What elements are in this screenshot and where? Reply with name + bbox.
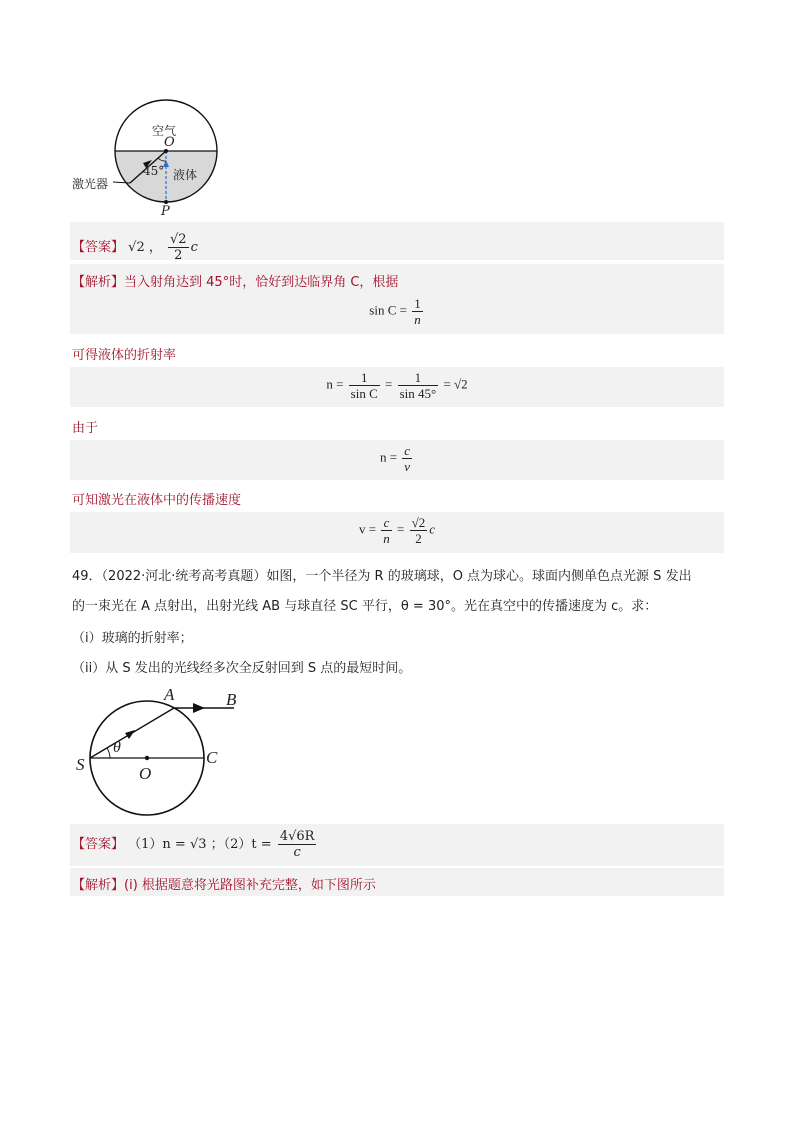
label-liquid: 液体 [173, 168, 198, 182]
f2-lhs: n = [326, 376, 344, 392]
label-B: B [226, 690, 237, 709]
analysis-tag-49: 【解析】 [72, 878, 125, 893]
f4-fraction-1 [381, 515, 392, 546]
label-O2: O [139, 764, 152, 783]
liquid-refraction-figure [70, 96, 230, 220]
analysis-line-49 [72, 874, 376, 893]
label-O: O [164, 135, 175, 150]
text-refractive-index: 可得液体的折射率 [72, 348, 177, 363]
label-theta: θ [113, 739, 121, 756]
f4-c: c [429, 521, 436, 537]
answer-b-fraction [168, 232, 189, 263]
formula-sinC [70, 296, 724, 327]
f1-num: 1 [414, 296, 421, 311]
label-S: S [76, 755, 85, 774]
f2-den2: sin 45° [399, 386, 437, 401]
answer-line-48 [72, 232, 198, 263]
answer-49-num: 4√6R [279, 829, 315, 844]
f4-eq: = [397, 521, 405, 537]
f2-num1: 1 [349, 370, 380, 386]
answer-b-num: √2 [170, 232, 187, 247]
label-angle: 45° [143, 164, 165, 178]
f2-eq: = [385, 376, 393, 392]
formula-n [70, 370, 724, 401]
label-C: C [206, 748, 218, 767]
answer-line-49 [72, 829, 318, 860]
ray-arrow-icon [125, 730, 135, 739]
f2-fraction-2 [398, 370, 439, 401]
formula-v [70, 515, 724, 546]
label-P: P [161, 204, 170, 219]
answer-49-fraction [278, 829, 317, 860]
f4-num2: √2 [411, 515, 426, 530]
answer-49-text: （1）n = √3 ；（2）t = [128, 837, 272, 852]
q49-line-1: 49．（2022·河北·统考高考真题）如图，一个半径为 R 的玻璃球，O 点为球心。球面内侧单色点光源 S 发出 [72, 569, 692, 584]
f2-rhs: = √2 [443, 376, 468, 392]
answer-b-den: 2 [174, 248, 183, 263]
text-speed: 可知激光在液体中的传播速度 [72, 493, 242, 508]
f3-lhs: n = [379, 449, 398, 465]
answer-sep: ， [148, 240, 162, 255]
answer-tag: 【答案】 [72, 240, 125, 255]
analysis-text: 当入射角达到 45°时，恰好到达临界角 C，根据 [124, 275, 399, 290]
f3-num: c [404, 443, 411, 458]
f4-lhs: v = [358, 521, 377, 537]
text-since: 由于 [72, 421, 99, 436]
f1-lhs: sin C = [369, 302, 407, 318]
q49-line-4: （ii）从 S 发出的光线经多次全反射回到 S 点的最短时间。 [72, 661, 412, 676]
f3-fraction [402, 443, 412, 474]
f4-den1: n [383, 531, 390, 546]
q49-line-3: （i）玻璃的折射率； [72, 631, 193, 646]
f4-num1: c [381, 515, 392, 531]
f1-den: n [414, 312, 421, 327]
f2-den1: sin C [350, 386, 378, 401]
answer-tag-49: 【答案】 [72, 837, 125, 852]
label-laser: 激光器 [72, 177, 109, 191]
f4-fraction-2 [410, 515, 428, 546]
f3-den: v [404, 459, 411, 474]
f4-den2: 2 [415, 531, 422, 546]
answer-a: √2 [128, 240, 145, 255]
formula-n-cv [70, 443, 724, 474]
analysis-tag: 【解析】 [72, 275, 125, 290]
ray-AB-arrow-icon [193, 703, 205, 713]
analysis-text-49: (i) 根据题意将光路图补充完整，如下图所示 [124, 878, 376, 893]
f2-num2: 1 [398, 370, 439, 386]
f2-fraction-1 [349, 370, 380, 401]
label-A: A [164, 685, 175, 704]
analysis-line-48 [72, 271, 398, 290]
answer-49-den: c [293, 845, 301, 860]
point-center-O [145, 756, 149, 760]
answer-b-c: c [190, 240, 198, 255]
theta-arc [107, 748, 110, 758]
f1-fraction [412, 296, 423, 327]
label-air: 空气 [152, 124, 177, 138]
q49-line-2: 的一束光在 A 点射出，出射光线 AB 与球直径 SC 平行，θ = 30°。光在真空中的传播速度为 c。求： [72, 599, 658, 614]
